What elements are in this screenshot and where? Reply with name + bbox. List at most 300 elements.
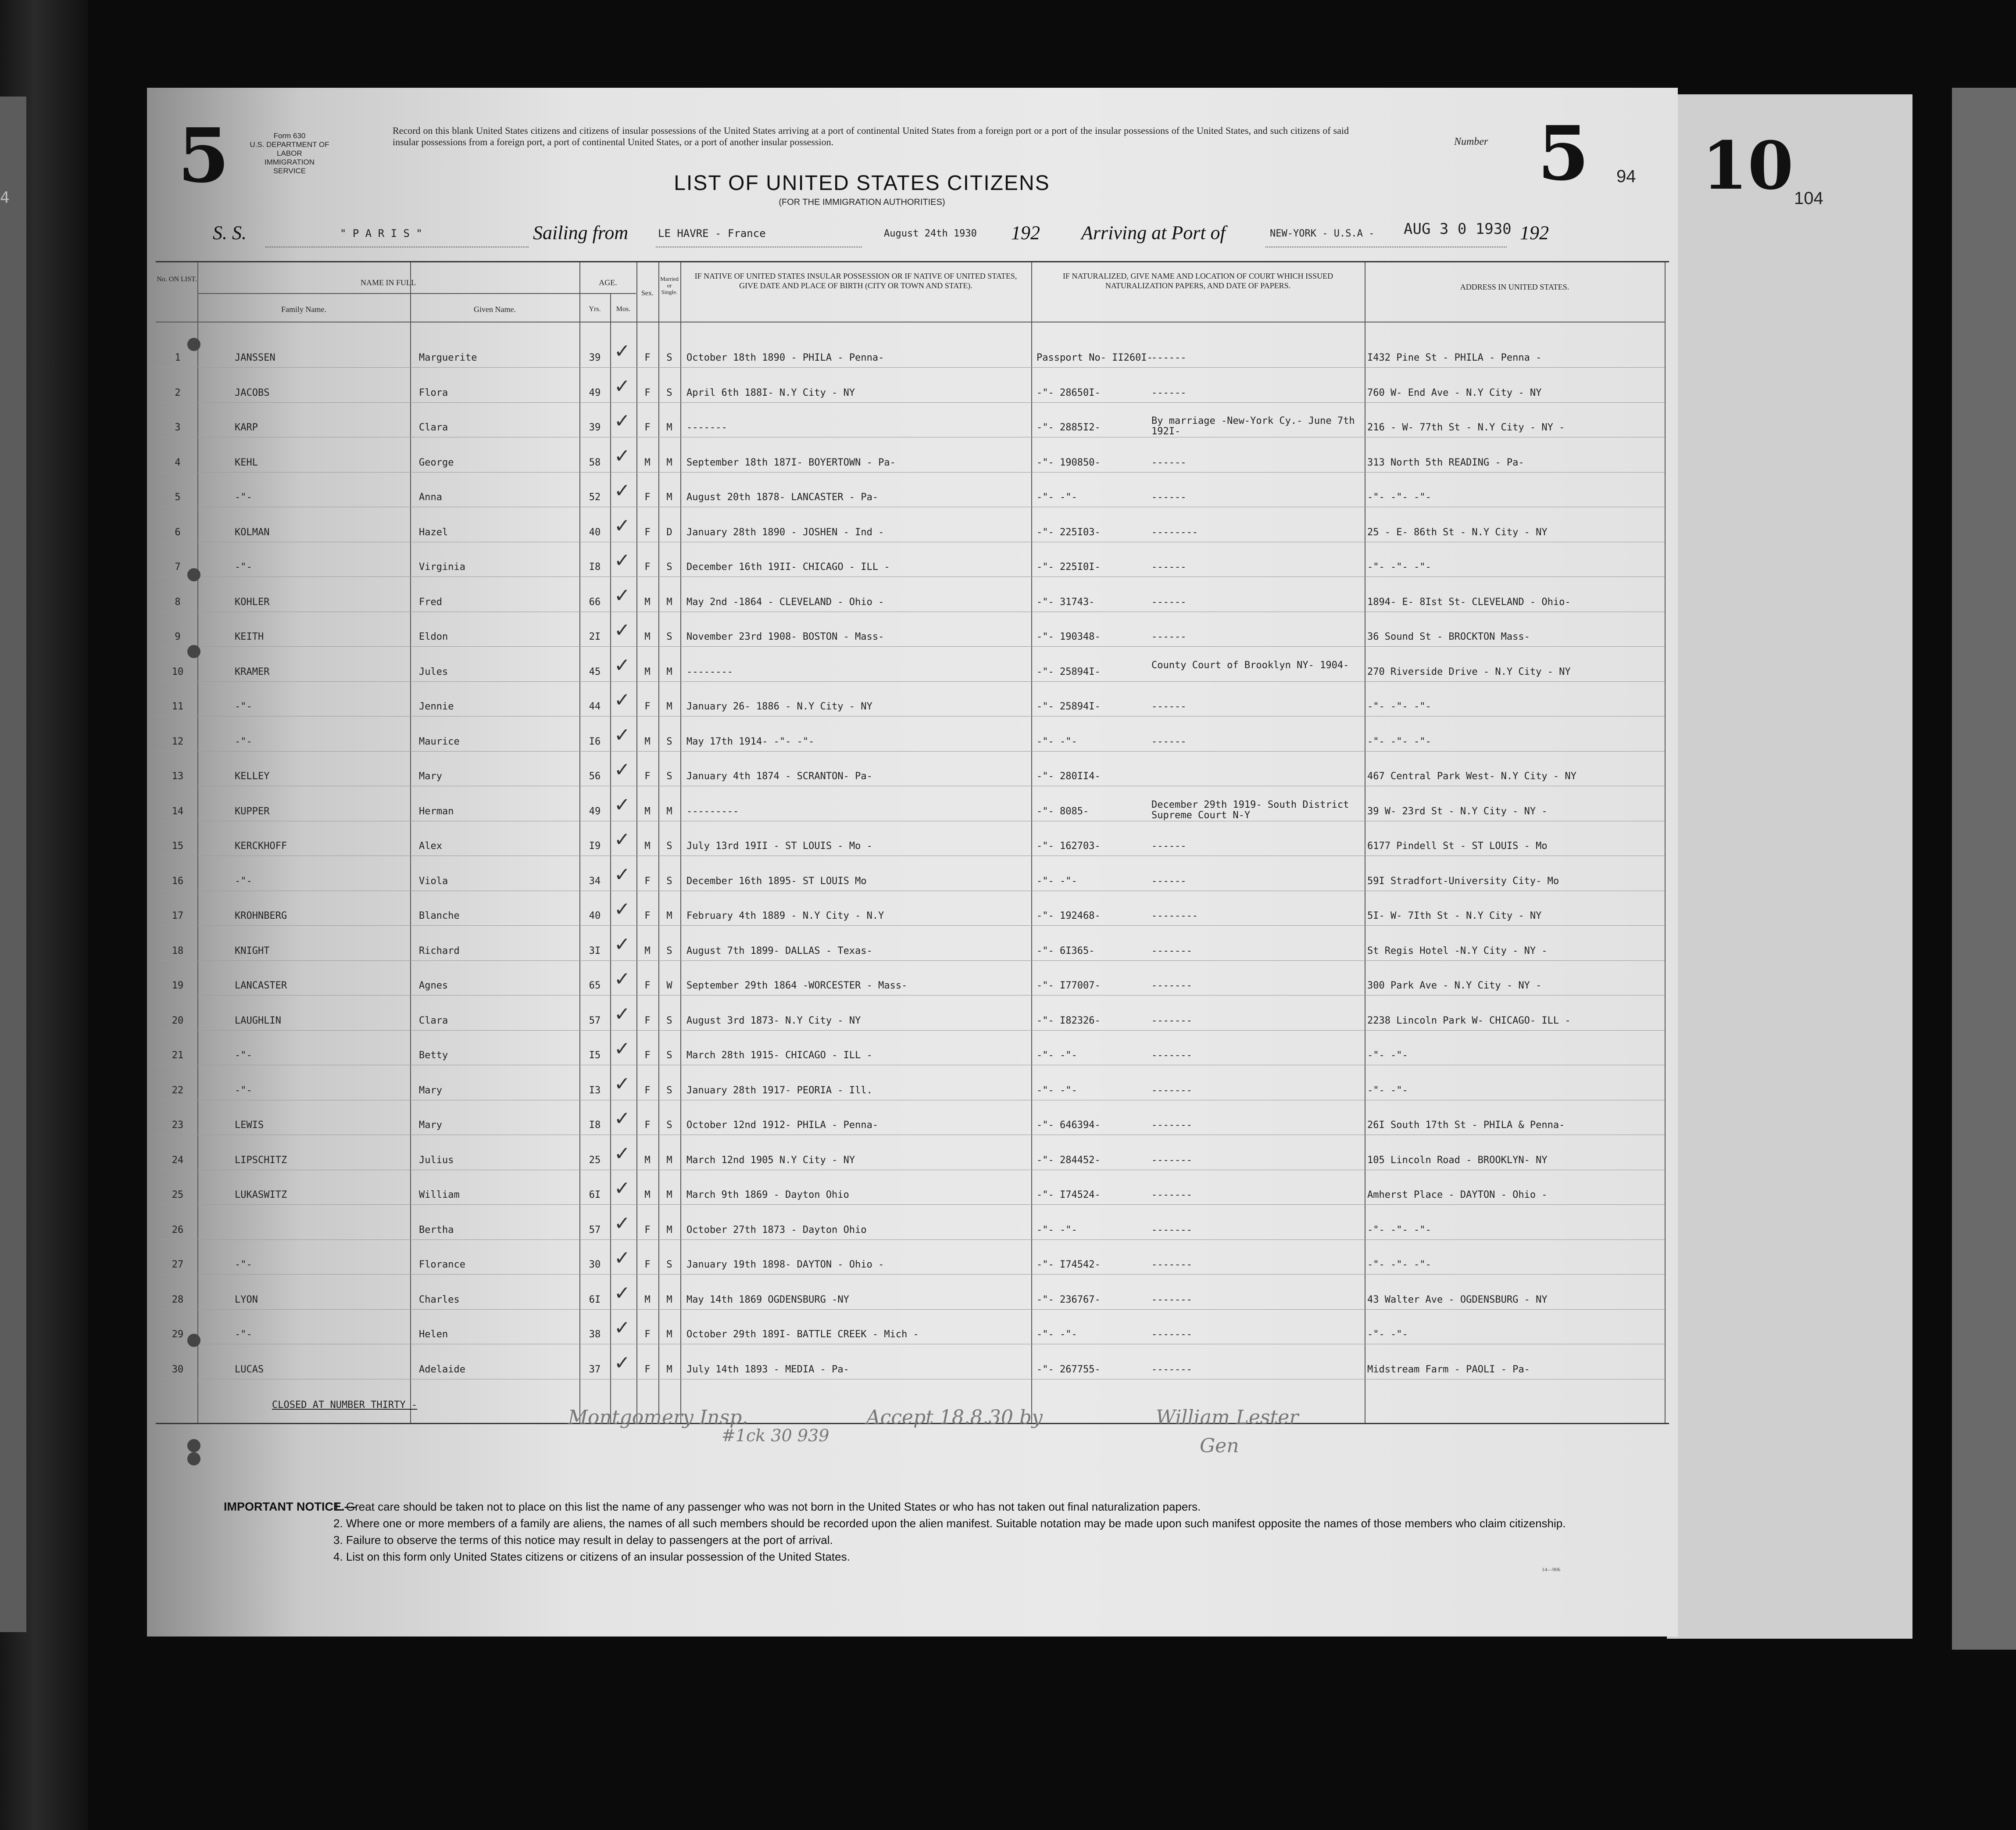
cell-address: 216 - W- 77th St - N.Y City - NY - bbox=[1367, 422, 1565, 433]
check-mark-icon: ✓ bbox=[614, 480, 630, 502]
header-birth-place: IF NATIVE OF UNITED STATES INSULAR POSSESSION OR IF NATIVE OF UNITED STATES, GIVE DATE AND PLACE OF BIRTH (CITY OR TOWN AND STATE). bbox=[694, 272, 1017, 290]
cell-age: I6 bbox=[589, 736, 601, 747]
cell-sex: F bbox=[644, 980, 651, 991]
number-stamp: 5 bbox=[1537, 110, 1590, 197]
cell-natz: -"- 8085- bbox=[1037, 806, 1089, 817]
cell-given: Agnes bbox=[419, 980, 448, 991]
cell-family: LUKASWITZ bbox=[235, 1189, 287, 1200]
cell-birth: October 12nd 1912- PHILA - Penna- bbox=[686, 1120, 879, 1131]
cell-birth: October 27th 1873 - Dayton Ohio bbox=[686, 1224, 867, 1236]
cell-birth: August 20th 1878- LANCASTER - Pa- bbox=[686, 492, 879, 503]
cell-sex: M bbox=[644, 1294, 651, 1305]
big-number-stamp: 10 bbox=[1702, 127, 1794, 204]
cell-birth: August 3rd 1873- N.Y City - NY bbox=[686, 1015, 861, 1026]
cell-address: 59I Stradfort-University City- Mo bbox=[1367, 875, 1559, 887]
check-mark-icon: ✓ bbox=[614, 584, 630, 607]
cell-family: KARP bbox=[235, 422, 258, 433]
cell-no: 2 bbox=[175, 387, 181, 398]
cell-birth: January 28th 1890 - JOSHEN - Ind - bbox=[686, 526, 884, 538]
cell-given: George bbox=[419, 457, 454, 468]
cell-no: 11 bbox=[172, 701, 184, 712]
cell-ms: S bbox=[666, 771, 672, 782]
cell-given: Anna bbox=[419, 492, 442, 503]
check-mark-icon: ✓ bbox=[614, 863, 630, 886]
check-mark-icon: ✓ bbox=[614, 1351, 630, 1374]
cell-address: -"- -"- -"- bbox=[1367, 701, 1431, 712]
col-divider bbox=[1665, 262, 1666, 1423]
check-mark-icon: ✓ bbox=[614, 1282, 630, 1304]
cell-birth: April 6th 188I- N.Y City - NY bbox=[686, 387, 855, 398]
cell-address: 26I South 17th St - PHILA & Penna- bbox=[1367, 1120, 1565, 1131]
cell-natz: -"- 28650I- bbox=[1037, 387, 1101, 398]
header-given-name: Given Name. bbox=[474, 305, 516, 314]
cell-address: 5I- W- 7Ith St - N.Y City - NY bbox=[1367, 910, 1542, 921]
cell-natz-note: ------ bbox=[1151, 352, 1187, 363]
cell-age: 44 bbox=[589, 701, 601, 712]
cell-birth: May 17th 1914- -"- -"- bbox=[686, 736, 815, 747]
notice-list bbox=[333, 1498, 1583, 1565]
cell-given: Mary bbox=[419, 1120, 442, 1131]
cell-address: 270 Riverside Drive - N.Y City - NY bbox=[1367, 666, 1571, 677]
cell-sex: F bbox=[644, 1364, 651, 1375]
cell-natz-note: ------- bbox=[1151, 1259, 1192, 1270]
cell-natz: -"- 6I365- bbox=[1037, 945, 1095, 956]
cell-ms: M bbox=[666, 492, 672, 503]
cell-age: 40 bbox=[589, 910, 601, 921]
cell-natz: -"- -"- bbox=[1037, 1329, 1077, 1340]
row-rule bbox=[156, 1274, 1665, 1275]
cell-age: 45 bbox=[589, 666, 601, 677]
cell-no: 8 bbox=[175, 596, 181, 608]
row-rule bbox=[156, 960, 1665, 961]
cell-natz-note: ------ bbox=[1151, 875, 1187, 887]
cell-no: 23 bbox=[172, 1120, 184, 1131]
cell-address: -"- -"- bbox=[1367, 1329, 1408, 1340]
cell-ms: M bbox=[666, 910, 672, 921]
cell-natz: -"- 190850- bbox=[1037, 457, 1101, 468]
cell-given: Jules bbox=[419, 666, 448, 677]
cell-sex: F bbox=[644, 701, 651, 712]
check-mark-icon: ✓ bbox=[614, 793, 630, 816]
cell-natz-note: -------- bbox=[1151, 910, 1198, 921]
cell-birth: July 13rd 19II - ST LOUIS - Mo - bbox=[686, 841, 872, 852]
col-divider bbox=[1031, 262, 1032, 1423]
cell-no: 29 bbox=[172, 1329, 184, 1340]
ss-label: S. S. bbox=[213, 222, 247, 244]
row-rule bbox=[156, 751, 1665, 752]
cell-birth: July 14th 1893 - MEDIA - Pa- bbox=[686, 1364, 849, 1375]
cell-given: William bbox=[419, 1189, 460, 1200]
cell-address: 313 North 5th READING - Pa- bbox=[1367, 457, 1524, 468]
cell-family: LAUGHLIN bbox=[235, 1015, 281, 1026]
header-divider bbox=[197, 293, 636, 294]
cell-natz: -"- 190348- bbox=[1037, 631, 1101, 642]
cell-ms: M bbox=[666, 701, 672, 712]
port-to: NEW-YORK - U.S.A - bbox=[1270, 228, 1375, 239]
notice-item: 4. List on this form only United States citizens or citizens of an insular possession of the United States. bbox=[333, 1550, 850, 1563]
header-married-single: Married or Single. bbox=[660, 276, 679, 295]
cell-natz: -"- -"- bbox=[1037, 492, 1077, 503]
cell-no: 1 bbox=[175, 352, 181, 363]
page-subtitle: (FOR THE IMMIGRATION AUTHORITIES) bbox=[779, 197, 945, 207]
cell-sex: F bbox=[644, 352, 651, 363]
cell-natz-note: County Court of Brooklyn NY- 1904- bbox=[1151, 659, 1349, 671]
cell-ms: S bbox=[666, 875, 672, 887]
cell-natz-note: ------ bbox=[1151, 457, 1187, 468]
cell-sex: M bbox=[644, 666, 651, 677]
intro-text: Record on this blank United States citizens and citizens of insular possessions of the United States arriving at a port of continental United States from a foreign port or a port of the insular possessions of the United States, and such citizens of said insular possessions from a foreign port, a port of continental United States, or a port of another insular possession. bbox=[393, 125, 1349, 147]
cell-ms: S bbox=[666, 387, 672, 398]
cell-birth: August 7th 1899- DALLAS - Texas- bbox=[686, 945, 872, 956]
cell-birth: --------- bbox=[686, 806, 739, 817]
service-name: IMMIGRATION SERVICE bbox=[265, 158, 315, 175]
cell-given: Blanche bbox=[419, 910, 460, 921]
check-mark-icon: ✓ bbox=[614, 1107, 630, 1130]
cell-ms: M bbox=[666, 1189, 672, 1200]
cell-natz: -"- 236767- bbox=[1037, 1294, 1101, 1305]
check-mark-icon: ✓ bbox=[614, 619, 630, 641]
cell-address: St Regis Hotel -N.Y City - NY - bbox=[1367, 945, 1548, 956]
cell-address: -"- -"- bbox=[1367, 1085, 1408, 1096]
cell-sex: M bbox=[644, 631, 651, 642]
cell-natz-note: ------- bbox=[1151, 1120, 1192, 1131]
check-mark-icon: ✓ bbox=[614, 828, 630, 851]
cell-address: -"- -"- bbox=[1367, 1050, 1408, 1061]
cell-ms: D bbox=[666, 526, 672, 538]
cell-sex: M bbox=[644, 1189, 651, 1200]
cell-ms: S bbox=[666, 1050, 672, 1061]
page-title: LIST OF UNITED STATES CITIZENS bbox=[674, 172, 1050, 195]
row-rule bbox=[156, 681, 1665, 682]
cell-sex: F bbox=[644, 1050, 651, 1061]
row-rule bbox=[156, 995, 1665, 996]
cell-natz: -"- -"- bbox=[1037, 736, 1077, 747]
cell-family: KRAMER bbox=[235, 666, 270, 677]
cell-age: 65 bbox=[589, 980, 601, 991]
cell-family: JANSSEN bbox=[235, 352, 275, 363]
row-rule bbox=[156, 367, 1665, 368]
row-rule bbox=[156, 1309, 1665, 1310]
cell-sex: F bbox=[644, 387, 651, 398]
cell-given: Florance bbox=[419, 1259, 465, 1270]
sailing-date: August 24th 1930 bbox=[884, 228, 977, 239]
check-mark-icon: ✓ bbox=[614, 933, 630, 956]
cell-given: Eldon bbox=[419, 631, 448, 642]
cell-natz-note: ------ bbox=[1151, 562, 1187, 573]
cell-natz-note: By marriage -New-York Cy.- June 7th 192I- bbox=[1151, 415, 1355, 437]
cell-age: 40 bbox=[589, 526, 601, 538]
cell-sex: F bbox=[644, 875, 651, 887]
cell-age: 6I bbox=[589, 1294, 601, 1305]
cell-sex: F bbox=[644, 1120, 651, 1131]
ship-name: " P A R I S " bbox=[340, 227, 422, 240]
cell-natz-note: -------- bbox=[1151, 526, 1198, 538]
cell-age: 6I bbox=[589, 1189, 601, 1200]
cell-birth: October 18th 1890 - PHILA - Penna- bbox=[686, 352, 884, 363]
adjacent-page-left bbox=[0, 97, 26, 1632]
cell-age: I3 bbox=[589, 1085, 601, 1096]
cell-birth: January 28th 1917- PEORIA - Ill. bbox=[686, 1085, 872, 1096]
cell-given: Hazel bbox=[419, 526, 448, 538]
header-age: AGE. bbox=[599, 278, 617, 287]
cell-family: -"- bbox=[235, 1085, 252, 1096]
cell-no: 16 bbox=[172, 875, 184, 887]
cell-sex: F bbox=[644, 910, 651, 921]
cell-ms: S bbox=[666, 1120, 672, 1131]
binding-hole bbox=[187, 1334, 200, 1347]
cell-birth: November 23rd 1908- BOSTON - Mass- bbox=[686, 631, 884, 642]
cell-natz-note: ------- bbox=[1151, 945, 1192, 956]
cell-age: 57 bbox=[589, 1015, 601, 1026]
cell-given: Virginia bbox=[419, 562, 465, 573]
cell-natz-note: ------ bbox=[1151, 736, 1187, 747]
cell-age: 49 bbox=[589, 387, 601, 398]
cell-sex: F bbox=[644, 422, 651, 433]
cell-ms: S bbox=[666, 1259, 672, 1270]
cell-given: Julius bbox=[419, 1154, 454, 1166]
cell-no: 5 bbox=[175, 492, 181, 503]
check-mark-icon: ✓ bbox=[614, 375, 630, 398]
cell-sex: F bbox=[644, 562, 651, 573]
cell-natz: -"- 225I03- bbox=[1037, 526, 1101, 538]
cell-natz-note: ------- bbox=[1151, 1364, 1192, 1375]
cell-given: Herman bbox=[419, 806, 454, 817]
row-rule bbox=[156, 1239, 1665, 1240]
cell-address: 39 W- 23rd St - N.Y City - NY - bbox=[1367, 806, 1548, 817]
side-number: 104 bbox=[1794, 189, 1823, 208]
year-label-2: 192 bbox=[1520, 222, 1549, 244]
adjacent-page-right bbox=[1952, 88, 2016, 1650]
cell-birth: March 12nd 1905 N.Y City - NY bbox=[686, 1154, 855, 1166]
check-mark-icon: ✓ bbox=[614, 1142, 630, 1165]
cell-age: 39 bbox=[589, 422, 601, 433]
cell-address: 760 W- End Ave - N.Y City - NY bbox=[1367, 387, 1542, 398]
cell-birth: February 4th 1889 - N.Y City - N.Y bbox=[686, 910, 884, 921]
cell-natz: -"- 162703- bbox=[1037, 841, 1101, 852]
notice-item: 1. Great care should be taken not to place on this list the name of any passenger who was not born in the United States or who has not taken out final naturalization papers. bbox=[333, 1500, 1201, 1513]
check-mark-icon: ✓ bbox=[614, 654, 630, 677]
binding-hole bbox=[187, 645, 200, 658]
cell-given: Fred bbox=[419, 596, 442, 608]
cell-natz-note: ------- bbox=[1151, 1015, 1192, 1026]
cell-ms: S bbox=[666, 841, 672, 852]
cell-address: 1894- E- 8Ist St- CLEVELAND - Ohio- bbox=[1367, 596, 1571, 608]
cell-address: 6177 Pindell St - ST LOUIS - Mo bbox=[1367, 841, 1548, 852]
cell-address: -"- -"- -"- bbox=[1367, 1259, 1431, 1270]
cell-birth: ------- bbox=[686, 422, 727, 433]
cell-given: Bertha bbox=[419, 1224, 454, 1236]
cell-birth: January 4th 1874 - SCRANTON- Pa- bbox=[686, 771, 872, 782]
cell-birth: December 16th 19II- CHICAGO - ILL - bbox=[686, 562, 890, 573]
check-mark-icon: ✓ bbox=[614, 410, 630, 432]
cell-given: Flora bbox=[419, 387, 448, 398]
cell-family: -"- bbox=[235, 736, 252, 747]
cell-age: 58 bbox=[589, 457, 601, 468]
cell-sex: M bbox=[644, 1154, 651, 1166]
back-page bbox=[1667, 94, 1912, 1639]
check-mark-icon: ✓ bbox=[614, 340, 630, 362]
form-code: 14—906 bbox=[1542, 1566, 1560, 1572]
cell-age: 52 bbox=[589, 492, 601, 503]
cell-family: -"- bbox=[235, 701, 252, 712]
cell-natz-note: ------ bbox=[1151, 701, 1187, 712]
form-number: Form 630 bbox=[273, 132, 306, 140]
notice-item: 3. Failure to observe the terms of this notice may result in delay to passengers at the port of arrival. bbox=[333, 1533, 833, 1547]
cell-given: Mary bbox=[419, 771, 442, 782]
binding-hole bbox=[187, 568, 200, 581]
cell-age: 34 bbox=[589, 875, 601, 887]
cell-birth: January 19th 1898- DAYTON - Ohio - bbox=[686, 1259, 884, 1270]
cell-sex: M bbox=[644, 806, 651, 817]
cell-ms: S bbox=[666, 945, 672, 956]
cell-age: I9 bbox=[589, 841, 601, 852]
cell-given: Mary bbox=[419, 1085, 442, 1096]
cell-sex: F bbox=[644, 492, 651, 503]
cell-given: Viola bbox=[419, 875, 448, 887]
cell-birth: March 9th 1869 - Dayton Ohio bbox=[686, 1189, 849, 1200]
cell-ms: S bbox=[666, 1085, 672, 1096]
cell-given: Maurice bbox=[419, 736, 460, 747]
cell-ms: S bbox=[666, 352, 672, 363]
cell-natz: -"- 25894I- bbox=[1037, 666, 1101, 677]
arrival-date-stamp: AUG 3 0 1930 bbox=[1404, 220, 1512, 238]
year-label-1: 192 bbox=[1011, 222, 1040, 244]
cell-natz: -"- 284452- bbox=[1037, 1154, 1101, 1166]
cell-natz: Passport No- II260I- bbox=[1037, 352, 1153, 363]
cell-sex: M bbox=[644, 596, 651, 608]
cell-family: -"- bbox=[235, 1329, 252, 1340]
binding-hole bbox=[187, 338, 200, 351]
cell-natz: -"- 267755- bbox=[1037, 1364, 1101, 1375]
cell-ms: S bbox=[666, 562, 672, 573]
cell-given: Alex bbox=[419, 841, 442, 852]
cell-natz-note: ------- bbox=[1151, 1154, 1192, 1166]
cell-ms: M bbox=[666, 1364, 672, 1375]
check-mark-icon: ✓ bbox=[614, 898, 630, 920]
check-mark-icon: ✓ bbox=[614, 689, 630, 711]
cell-birth: September 29th 1864 -WORCESTER - Mass- bbox=[686, 980, 908, 991]
cell-address: -"- -"- -"- bbox=[1367, 492, 1431, 503]
cell-no: 13 bbox=[172, 771, 184, 782]
cell-ms: M bbox=[666, 806, 672, 817]
cell-birth: October 29th 189I- BATTLE CREEK - Mich - bbox=[686, 1329, 919, 1340]
cell-natz: -"- -"- bbox=[1037, 1224, 1077, 1236]
cell-no: 15 bbox=[172, 841, 184, 852]
cell-no: 17 bbox=[172, 910, 184, 921]
cell-natz: -"- -"- bbox=[1037, 1050, 1077, 1061]
check-mark-icon: ✓ bbox=[614, 444, 630, 467]
cell-natz: -"- I74542- bbox=[1037, 1259, 1101, 1270]
sailing-from-label: Sailing from bbox=[533, 222, 629, 244]
check-mark-icon: ✓ bbox=[614, 1212, 630, 1235]
cell-birth: January 26- 1886 - N.Y City - NY bbox=[686, 701, 872, 712]
check-mark-icon: ✓ bbox=[614, 514, 630, 537]
check-mark-icon: ✓ bbox=[614, 968, 630, 990]
cell-natz-note: ------ bbox=[1151, 387, 1187, 398]
cell-natz: -"- 646394- bbox=[1037, 1120, 1101, 1131]
cell-age: 49 bbox=[589, 806, 601, 817]
cell-natz-note: ------- bbox=[1151, 1294, 1192, 1305]
cell-natz: -"- I82326- bbox=[1037, 1015, 1101, 1026]
cell-natz: -"- -"- bbox=[1037, 875, 1077, 887]
page-number: 94 bbox=[1616, 167, 1636, 186]
cell-address: 2238 Lincoln Park W- CHICAGO- ILL - bbox=[1367, 1015, 1571, 1026]
cell-address: 36 Sound St - BROCKTON Mass- bbox=[1367, 631, 1530, 642]
cell-sex: F bbox=[644, 771, 651, 782]
cell-age: 57 bbox=[589, 1224, 601, 1236]
handwritten-annotation: Montgomery Insp. bbox=[568, 1406, 748, 1429]
cell-age: 66 bbox=[589, 596, 601, 608]
cell-no: 21 bbox=[172, 1050, 184, 1061]
cell-family: KOHLER bbox=[235, 596, 270, 608]
check-mark-icon: ✓ bbox=[614, 1072, 630, 1095]
cell-birth: -------- bbox=[686, 666, 733, 677]
cell-natz-note: ------- bbox=[1151, 1085, 1192, 1096]
cell-sex: F bbox=[644, 1259, 651, 1270]
cell-family: KROHNBERG bbox=[235, 910, 287, 921]
cell-address: Midstream Farm - PAOLI - Pa- bbox=[1367, 1364, 1530, 1375]
closing-note: CLOSED AT NUMBER THIRTY - bbox=[272, 1400, 418, 1411]
cell-no: 26 bbox=[172, 1224, 184, 1236]
handwritten-annotation: #1ck 30 939 bbox=[722, 1426, 829, 1445]
header-number: No. ON LIST. bbox=[157, 276, 197, 283]
cell-given: Clara bbox=[419, 422, 448, 433]
cell-ms: M bbox=[666, 666, 672, 677]
header-years: Yrs. bbox=[589, 305, 601, 313]
cell-family: KEHL bbox=[235, 457, 258, 468]
left-edge-number: 4 bbox=[0, 189, 10, 207]
row-rule bbox=[156, 402, 1665, 403]
cell-natz-note: December 29th 1919- South District Supreme Court N-Y bbox=[1151, 799, 1349, 821]
handwritten-annotation: William Lester bbox=[1156, 1406, 1299, 1429]
cell-natz-note: ------- bbox=[1151, 980, 1192, 991]
row-rule bbox=[156, 472, 1665, 473]
cell-age: I5 bbox=[589, 1050, 601, 1061]
cell-no: 27 bbox=[172, 1259, 184, 1270]
cell-no: 9 bbox=[175, 631, 181, 642]
cell-no: 28 bbox=[172, 1294, 184, 1305]
cell-given: Clara bbox=[419, 1015, 448, 1026]
cell-natz-note: ------- bbox=[1151, 1224, 1192, 1236]
cell-sex: M bbox=[644, 945, 651, 956]
col-divider bbox=[197, 262, 198, 1423]
cell-address: Amherst Place - DAYTON - Ohio - bbox=[1367, 1189, 1548, 1200]
cell-age: 37 bbox=[589, 1364, 601, 1375]
header-address: ADDRESS IN UNITED STATES. bbox=[1460, 283, 1569, 291]
cell-family: LANCASTER bbox=[235, 980, 287, 991]
cell-ms: M bbox=[666, 1329, 672, 1340]
cell-ms: M bbox=[666, 457, 672, 468]
cell-given: Adelaide bbox=[419, 1364, 465, 1375]
cell-birth: September 18th 187I- BOYERTOWN - Pa- bbox=[686, 457, 896, 468]
check-mark-icon: ✓ bbox=[614, 1177, 630, 1200]
cell-family: -"- bbox=[235, 1050, 252, 1061]
handwritten-annotation: Gen bbox=[1200, 1435, 1239, 1457]
cell-no: 22 bbox=[172, 1085, 184, 1096]
cell-given: Betty bbox=[419, 1050, 448, 1061]
header-name-in-full: NAME IN FULL bbox=[361, 278, 416, 287]
cell-age: 39 bbox=[589, 352, 601, 363]
cell-natz: -"- 192468- bbox=[1037, 910, 1101, 921]
cell-sex: M bbox=[644, 736, 651, 747]
department-name: U.S. DEPARTMENT OF LABOR bbox=[250, 140, 329, 158]
cell-family: KELLEY bbox=[235, 771, 270, 782]
cell-age: 56 bbox=[589, 771, 601, 782]
cell-given: Marguerite bbox=[419, 352, 477, 363]
cell-natz-note: ------ bbox=[1151, 492, 1187, 503]
cell-age: 3I bbox=[589, 945, 601, 956]
col-divider bbox=[610, 293, 611, 1423]
